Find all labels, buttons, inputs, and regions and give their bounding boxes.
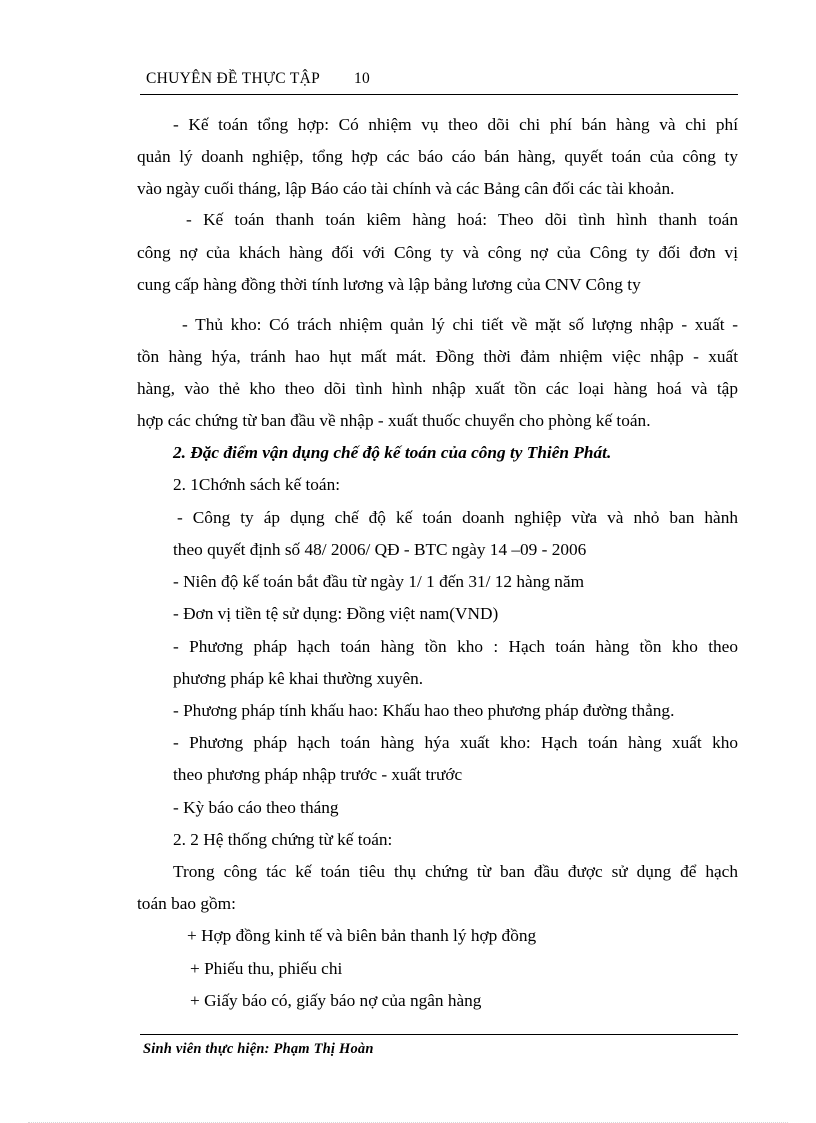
paragraph-line: hàng, vào thẻ kho theo dõi tình hình nhập xuất tồn các loại hàng hoá và tập xyxy=(137,379,738,398)
section-heading: 2. Đặc điểm vận dụng chế độ kế toán của công ty Thiên Phát. xyxy=(173,443,612,462)
subsection-heading: 2. 2 Hệ thống chứng từ kế toán: xyxy=(173,830,393,849)
paragraph-line: - Đơn vị tiền tệ sử dụng: Đồng việt nam(VND) xyxy=(173,604,499,623)
paragraph-line: tồn hàng hýa, tránh hao hụt mất mát. Đồng thời đảm nhiệm việc nhập - xuất xyxy=(137,347,738,366)
paragraph-line: vào ngày cuối tháng, lập Báo cáo tài chính và các Bảng cân đối các tài khoản. xyxy=(137,179,675,198)
paragraph-line: toán bao gồm: xyxy=(137,894,236,913)
page-number: 10 xyxy=(354,70,371,87)
page-header xyxy=(140,70,738,94)
paragraph-line: theo phương pháp nhập trước - xuất trước xyxy=(173,765,463,784)
header-rule xyxy=(140,94,738,95)
list-item: + Giấy báo có, giấy báo nợ của ngân hàng xyxy=(190,991,482,1010)
paragraph-line: cung cấp hàng đồng thời tính lương và lập bảng lương của CNV Công ty xyxy=(137,275,641,294)
paragraph-line: theo quyết định số 48/ 2006/ QĐ - BTC ngày 14 –09 - 2006 xyxy=(173,540,587,559)
paragraph-line: công nợ của khách hàng đối với Công ty và công nợ của Công ty đối đơn vị xyxy=(137,243,738,262)
paragraph-line: - Phương pháp hạch toán hàng tồn kho : Hạch toán hàng tồn kho theo xyxy=(173,637,738,656)
paragraph-line: hợp các chứng từ ban đầu về nhập - xuất thuốc chuyển cho phòng kế toán. xyxy=(137,411,651,430)
page-footer: Sinh viên thực hiện: Phạm Thị Hoàn xyxy=(143,1041,374,1057)
list-item: + Phiếu thu, phiếu chi xyxy=(190,959,343,978)
subsection-heading: 2. 1Chớnh sách kế toán: xyxy=(173,475,341,494)
paragraph-line: - Niên độ kế toán bắt đầu từ ngày 1/ 1 đến 31/ 12 hàng năm xyxy=(173,572,585,591)
paragraph-line: phương pháp kê khai thường xuyên. xyxy=(173,669,424,688)
paragraph-line: - Thủ kho: Có trách nhiệm quản lý chi tiết về mặt số lượng nhập - xuất - xyxy=(182,315,738,334)
paragraph-line: - Kế toán thanh toán kiêm hàng hoá: Theo dõi tình hình thanh toán xyxy=(186,210,738,229)
paragraph-line: quản lý doanh nghiệp, tổng hợp các báo cáo bán hàng, quyết toán của công ty xyxy=(137,147,738,166)
document-title: CHUYÊN ĐỀ THỰC TẬP xyxy=(146,70,321,87)
paragraph-line: - Phương pháp hạch toán hàng hýa xuất kho: Hạch toán hàng xuất kho xyxy=(173,733,738,752)
paragraph-line: - Phương pháp tính khấu hao: Khấu hao theo phương pháp đường thẳng. xyxy=(173,701,675,720)
paragraph-line: - Kế toán tổng hợp: Có nhiệm vụ theo dõi chi phí bán hàng và chi phí xyxy=(173,115,738,134)
footer-rule xyxy=(140,1034,738,1035)
paragraph-line: Trong công tác kế toán tiêu thụ chứng từ ban đầu được sử dụng để hạch xyxy=(173,862,738,881)
list-item: + Hợp đồng kinh tế và biên bản thanh lý hợp đồng xyxy=(187,926,537,945)
paragraph-line: - Công ty áp dụng chế độ kế toán doanh nghiệp vừa và nhỏ ban hành xyxy=(177,508,738,527)
paragraph-line: - Kỳ báo cáo theo tháng xyxy=(173,798,339,817)
